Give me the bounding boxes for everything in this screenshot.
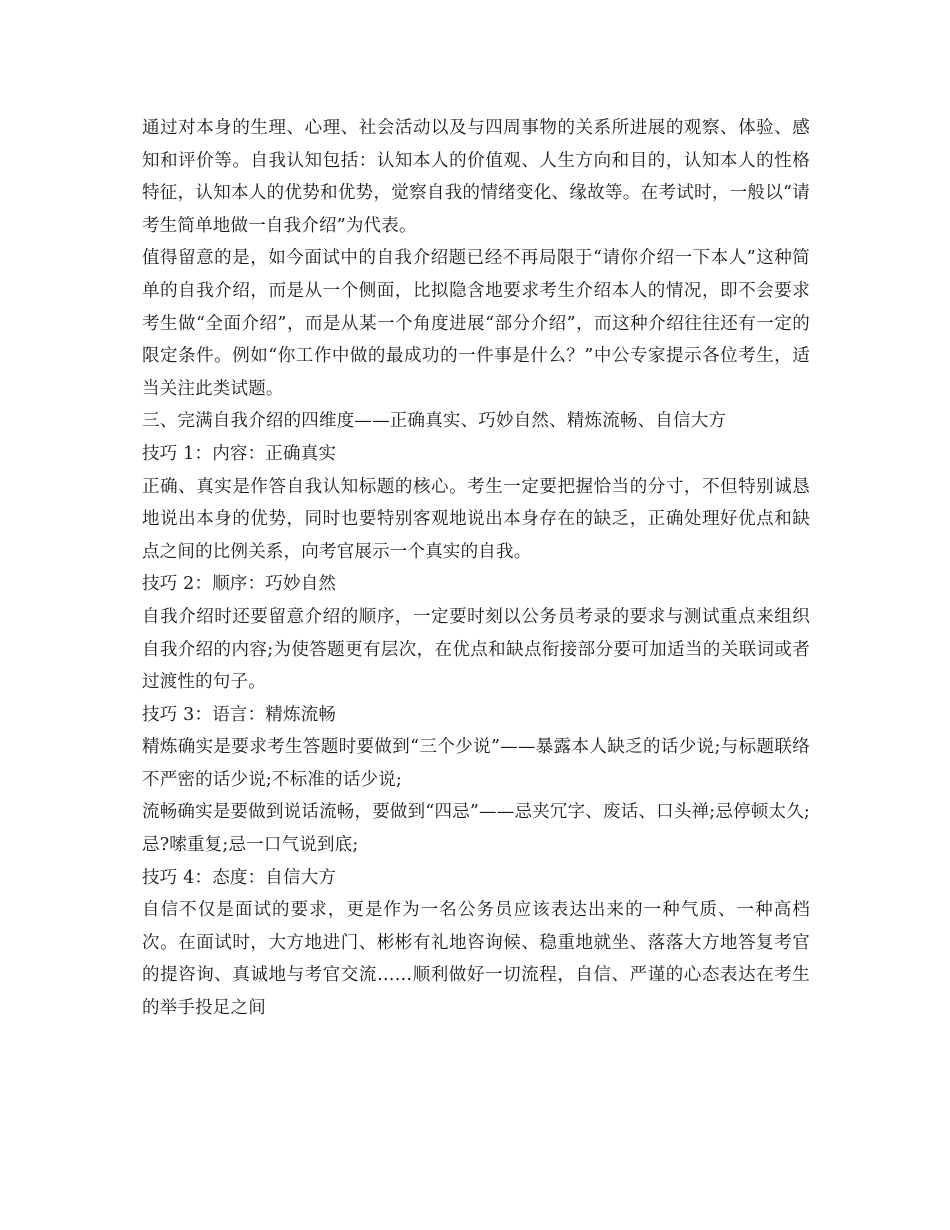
tip-heading-2: 技巧 2：顺序：巧妙自然 bbox=[142, 574, 337, 595]
tip-body-4: 自信不仅是面试的要求，更是作为一名公务员应该表达出来的一种气质、一种高档次。在面试时，大方地进门、彬彬有礼地咨询候、稳重地就坐、落落大方地答复考官的提咨询、真诚地与考官交流……顺利做好一切流程，自信、严谨的心态表达在考生的举手投足之间 bbox=[142, 900, 810, 1019]
tip-body-1: 正确、真实是作答自我认知标题的核心。考生一定要把握恰当的分寸，不但特别诚恳地说出本身的优势，同时也要特别客观地说出本身存在的缺乏，正确处理好优点和缺点之间的比例关系，向考官展示一个真实的自我。 bbox=[142, 476, 810, 562]
section-heading-four-dimensions: 三、完满自我介绍的四维度——正确真实、巧妙自然、精炼流畅、自信大方 bbox=[142, 411, 727, 432]
tip-body-3b: 流畅确实是要做到说话流畅，要做到“四忌”——忌夹冗字、废话、口头禅;忌停顿太久;忌?嗦重复;忌一口气说到底; bbox=[142, 802, 810, 856]
tip-heading-4: 技巧 4：态度：自信大方 bbox=[142, 867, 337, 888]
paragraph-self-cognition-definition: 通过对本身的生理、心理、社会活动以及与四周事物的关系所进展的观察、体验、感知和评价等。自我认知包括：认知本人的价值观、人生方向和目的，认知本人的性格特征，认知本人的优势和优势，觉察自我的情绪变化、缘故等。在考试时，一般以“请考生简单地做一自我介绍”为代表。 bbox=[142, 118, 810, 236]
tip-heading-1: 技巧 1：内容：正确真实 bbox=[142, 443, 337, 464]
tip-body-3a: 精炼确实是要求考生答题时要做到“三个少说”——暴露本人缺乏的话少说;与标题联络不严密的话少说;不标准的话少说; bbox=[142, 737, 810, 790]
paragraph-self-introduction-note: 值得留意的是，如今面试中的自我介绍题已经不再局限于“请你介绍一下本人”这种简单的自我介绍，而是从一个侧面，比拟隐含地要求考生介绍本人的情况，即不会要求考生做“全面介绍”，而是从某一个角度进展“部分介绍”，而这种介绍往往还有一定的限定条件。例如“你工作中做的最成功的一件事是什么？”中公专家提示各位考生，适当关注此类试题。 bbox=[142, 248, 810, 399]
tip-body-2: 自我介绍时还要留意介绍的顺序，一定要时刻以公务员考录的要求与测试重点来组织自我介绍的内容;为使答题更有层次，在优点和缺点衔接部分要可加适当的关联词或者过渡性的句子。 bbox=[142, 606, 810, 693]
tip-heading-3: 技巧 3：语言：精炼流畅 bbox=[142, 704, 337, 725]
document-body bbox=[142, 112, 810, 1025]
